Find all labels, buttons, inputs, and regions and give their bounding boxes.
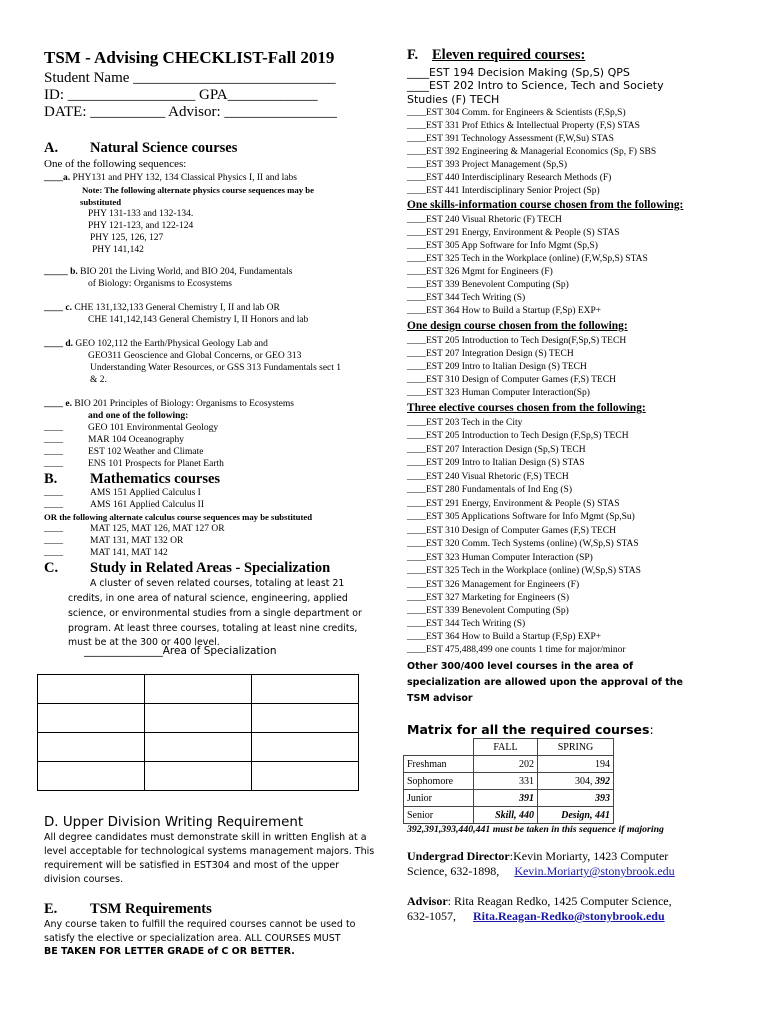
- option-e-item[interactable]: ____ EST 102 Weather and Climate: [44, 447, 204, 457]
- elective-course[interactable]: ____EST 364 How to Build a Startup (F,Sp) EXP+: [407, 632, 602, 642]
- matrix-header-fall: FALL: [474, 739, 538, 756]
- physics-seq-2: PHY 121-123, and 122-124: [88, 221, 194, 231]
- option-b[interactable]: _____ b. BIO 201 the Living World, and BIO 204, Fundamentals: [44, 267, 293, 277]
- course-est194[interactable]: ____EST 194 Decision Making (Sp,S) QPS: [407, 66, 630, 79]
- specialization-table: [37, 674, 359, 791]
- elective-course[interactable]: ____EST 209 Intro to Italian Design (S) STAS: [407, 458, 585, 468]
- writing-line-1: All degree candidates must demonstrate skill in written English at a: [44, 832, 367, 843]
- date-advisor-field[interactable]: DATE: __________ Advisor: _______________: [44, 104, 337, 120]
- spec-line-2: credits, in one area of natural science, engineering, applied: [68, 593, 348, 604]
- elective-course[interactable]: ____EST 326 Management for Engineers (F): [407, 580, 580, 590]
- spec-cell[interactable]: [145, 733, 252, 762]
- spec-cell[interactable]: [252, 733, 359, 762]
- matrix-year: Freshman: [404, 756, 474, 773]
- skills-course[interactable]: ____EST 240 Visual Rhetoric (F) TECH: [407, 215, 562, 225]
- elective-heading: Three elective courses chosen from the following:: [407, 402, 646, 414]
- option-d[interactable]: ____ d. GEO 102,112 the Earth/Physical Geology Lab and: [44, 339, 268, 349]
- matrix-row: [404, 790, 614, 807]
- option-c-line2: CHE 141,142,143 General Chemistry I, II Honors and lab: [88, 315, 309, 325]
- writing-line-3: requirement will be satisfied in EST304 and most of the upper: [44, 860, 340, 871]
- spec-cell[interactable]: [252, 762, 359, 791]
- skills-course[interactable]: ____EST 291 Energy, Environment & People (S) STAS: [407, 228, 620, 238]
- spec-line-1: A cluster of seven related courses, totaling at least 21: [90, 578, 345, 589]
- other-note-1: Other 300/400 level courses in the area of: [407, 661, 634, 672]
- spec-cell[interactable]: [252, 704, 359, 733]
- spec-cell[interactable]: [38, 704, 145, 733]
- elective-course[interactable]: ____EST 310 Design of Computer Games (F,S) TECH: [407, 526, 616, 536]
- tsm-req-line-3: BE TAKEN FOR LETTER GRADE of C OR BETTER.: [44, 946, 295, 957]
- matrix-header-spring: SPRING: [538, 739, 614, 756]
- elective-course[interactable]: ____EST 325 Tech in the Workplace (online) (W,Sp,S) STAS: [407, 566, 641, 576]
- matrix-row: [404, 756, 614, 773]
- design-course[interactable]: ____EST 205 Introduction to Tech Design(F,Sp,S) TECH: [407, 336, 627, 346]
- skills-course[interactable]: ____EST 325 Tech in the Workplace (online) (F,W,Sp,S) STAS: [407, 254, 648, 264]
- option-e-item[interactable]: ____ ENS 101 Prospects for Planet Earth: [44, 459, 224, 469]
- spec-cell[interactable]: [252, 675, 359, 704]
- elective-course[interactable]: ____EST 344 Tech Writing (S): [407, 619, 526, 629]
- course-est202-line2: Studies (F) TECH: [407, 93, 500, 106]
- option-e-item[interactable]: ____ GEO 101 Environmental Geology: [44, 423, 219, 433]
- elective-course[interactable]: ____EST 240 Visual Rhetoric (F,S) TECH: [407, 472, 569, 482]
- elective-course[interactable]: ____EST 327 Marketing for Engineers (S): [407, 593, 570, 603]
- math-or-note: OR the following alternate calculus course sequences may be substituted: [44, 512, 313, 522]
- matrix-header-row: [404, 739, 614, 756]
- skills-course[interactable]: ____EST 339 Benevolent Computing (Sp): [407, 280, 569, 290]
- elective-course[interactable]: ____EST 207 Interaction Design (Sp,S) TECH: [407, 445, 586, 455]
- matrix-spring: Design, 441: [538, 807, 614, 824]
- matrix-spring: 194: [538, 756, 614, 773]
- section-f-label: F.: [407, 47, 419, 63]
- area-of-specialization-field[interactable]: _______________Area of Specialization: [84, 645, 277, 657]
- design-course[interactable]: ____EST 310 Design of Computer Games (F,S) TECH: [407, 375, 616, 385]
- elective-course[interactable]: ____EST 320 Comm. Tech Systems (online) (W,Sp,S) STAS: [407, 539, 639, 549]
- director-email-link[interactable]: Kevin.Moriarty@stonybrook.edu: [514, 864, 675, 878]
- spec-cell[interactable]: [145, 704, 252, 733]
- director-line: Undergrad Director:Kevin Moriarty, 1423 Computer: [407, 849, 669, 863]
- design-course[interactable]: ____EST 323 Human Computer Interaction(Sp): [407, 388, 590, 398]
- matrix-heading: Matrix for all the required courses:: [407, 722, 654, 737]
- elective-course[interactable]: ____EST 323 Human Computer Interaction (SP): [407, 553, 593, 563]
- section-b-label: B.: [44, 471, 58, 487]
- elective-course[interactable]: ____EST 305 Applications Software for Info Mgmt (Sp,Su): [407, 512, 635, 522]
- student-name-field[interactable]: Student Name ___________________________: [44, 70, 336, 86]
- spec-cell[interactable]: [38, 675, 145, 704]
- math-item[interactable]: ____ MAT 141, MAT 142: [44, 548, 168, 558]
- core-course[interactable]: ____EST 393 Project Management (Sp,S): [407, 160, 567, 170]
- option-e-line2: and one of the following:: [88, 411, 189, 421]
- section-a-label: A.: [44, 140, 59, 156]
- matrix-row: [404, 807, 614, 824]
- matrix-row: [404, 773, 614, 790]
- director-line-2: Science, 632-1898, Kevin.Moriarty@stonybrook.edu: [407, 864, 675, 878]
- skills-course[interactable]: ____EST 305 App Software for Info Mgmt (Sp,S): [407, 241, 598, 251]
- section-a-heading: Natural Science courses: [90, 140, 238, 156]
- tsm-req-line-2: satisfy the elective or specialization area. ALL COURSES MUST: [44, 933, 341, 944]
- physics-seq-3: PHY 125, 126, 127: [90, 233, 164, 243]
- physics-seq-4: PHY 141,142: [92, 245, 144, 255]
- core-course[interactable]: ____EST 304 Comm. for Engineers & Scientists (F,Sp,S): [407, 108, 626, 118]
- physics-note: Note: The following alternate physics course sequences may be: [82, 185, 314, 195]
- skills-course[interactable]: ____EST 364 How to Build a Startup (F,Sp) EXP+: [407, 306, 602, 316]
- section-b-heading: Mathematics courses: [90, 471, 221, 487]
- design-heading: One design course chosen from the following:: [407, 320, 628, 332]
- option-e[interactable]: ____ e. BIO 201 Principles of Biology: Organisms to Ecosystems: [44, 399, 294, 409]
- matrix-year: Senior: [404, 807, 474, 824]
- option-b-line2: of Biology: Organisms to Ecosystems: [88, 279, 232, 289]
- matrix-corner: [404, 739, 474, 756]
- skills-course[interactable]: ____EST 344 Tech Writing (S): [407, 293, 526, 303]
- option-a[interactable]: ____a. PHY131 and PHY 132, 134 Classical Physics I, II and labs: [44, 173, 297, 183]
- matrix-fall: Skill, 440: [474, 807, 538, 824]
- matrix-table: [403, 738, 614, 824]
- spec-line-4: program. At least three courses, totaling at least nine credits,: [68, 623, 358, 634]
- physics-seq-1: PHY 131-133 and 132-134.: [88, 209, 194, 219]
- other-note-2: specialization are allowed upon the approval of the: [407, 677, 683, 688]
- advisor-email-link[interactable]: Rita.Reagan-Redko@stonybrook.edu: [473, 909, 665, 923]
- design-course[interactable]: ____EST 209 Intro to Italian Design (S) TECH: [407, 362, 587, 372]
- option-d-line3: Understanding Water Resources, or GSS 313 Fundamentals sect 1: [90, 363, 342, 373]
- spec-cell[interactable]: [145, 675, 252, 704]
- page-title: TSM - Advising CHECKLIST-Fall 2019: [44, 48, 335, 67]
- core-course[interactable]: ____EST 391 Technology Assessment (F,W,Su) STAS: [407, 134, 614, 144]
- section-c-label: C.: [44, 560, 59, 576]
- core-course[interactable]: ____EST 392 Engineering & Managerial Economics (Sp, F) SBS: [407, 147, 657, 157]
- option-e-item[interactable]: ____ MAR 104 Oceanography: [44, 435, 185, 445]
- matrix-spring: 304, 392: [538, 773, 614, 790]
- skills-heading: One skills-information course chosen from the following:: [407, 199, 684, 211]
- skills-course[interactable]: ____EST 326 Mgmt for Engineers (F): [407, 267, 553, 277]
- course-est202[interactable]: ____EST 202 Intro to Science, Tech and Society: [407, 79, 664, 92]
- spec-cell[interactable]: [145, 762, 252, 791]
- elective-course[interactable]: ____EST 203 Tech in the City: [407, 418, 523, 428]
- writing-line-2: level acceptable for technological systems management majors. This: [44, 846, 375, 857]
- tsm-req-line-1: Any course taken to fulfill the required courses cannot be used to: [44, 919, 356, 930]
- matrix-year: Junior: [404, 790, 474, 807]
- elective-course[interactable]: ____EST 475,488,499 one counts 1 time for major/minor: [407, 645, 626, 655]
- id-gpa-field[interactable]: ID: _________________ GPA____________: [44, 87, 318, 103]
- elective-course[interactable]: ____EST 291 Energy, Environment & People (S) STAS: [407, 499, 620, 509]
- spec-cell[interactable]: [38, 733, 145, 762]
- design-course[interactable]: ____EST 207 Integration Design (S) TECH: [407, 349, 574, 359]
- matrix-fall: 391: [474, 790, 538, 807]
- spec-line-3: science, or environmental studies from a single department or: [68, 608, 362, 619]
- physics-note-2: substituted: [80, 197, 122, 207]
- math-item[interactable]: ____ MAT 131, MAT 132 OR: [44, 536, 184, 546]
- section-f-heading: Eleven required courses:: [432, 47, 586, 63]
- core-course[interactable]: ____EST 440 Interdisciplinary Research Methods (F): [407, 173, 612, 183]
- math-item[interactable]: ____ MAT 125, MAT 126, MAT 127 OR: [44, 524, 225, 534]
- section-e-label: E.: [44, 901, 58, 917]
- section-e-heading: TSM Requirements: [90, 901, 212, 917]
- elective-course[interactable]: ____EST 339 Benevolent Computing (Sp): [407, 606, 569, 616]
- advisor-line: Advisor: Rita Reagan Redko, 1425 Computer Science,: [407, 894, 672, 908]
- matrix-spring: 393: [538, 790, 614, 807]
- section-c-heading: Study in Related Areas - Specialization: [90, 560, 331, 576]
- matrix-note: 392,391,393,440,441 must be taken in this sequence if majoring: [407, 824, 664, 835]
- section-d-heading: D. Upper Division Writing Requirement: [44, 815, 304, 830]
- option-d-line2: GEO311 Geoscience and Global Concerns, or GEO 313: [88, 351, 302, 361]
- writing-line-4: division courses.: [44, 874, 124, 885]
- spec-line-5: must be at the 300 or 400 level.: [68, 637, 220, 648]
- section-a-intro: One of the following sequences:: [44, 158, 187, 170]
- spec-cell[interactable]: [38, 762, 145, 791]
- advisor-line-2: 632-1057, Rita.Reagan-Redko@stonybrook.edu: [407, 909, 665, 923]
- math-item[interactable]: ____ AMS 151 Applied Calculus I: [44, 488, 201, 498]
- matrix-year: Sophomore: [404, 773, 474, 790]
- option-c[interactable]: ____ c. CHE 131,132,133 General Chemistry I, II and lab OR: [44, 303, 280, 313]
- elective-course[interactable]: ____EST 205 Introduction to Tech Design (F,Sp,S) TECH: [407, 431, 629, 441]
- elective-course[interactable]: ____EST 280 Fundamentals of Ind Eng (S): [407, 485, 573, 495]
- option-d-line4: & 2.: [90, 375, 107, 385]
- other-note-3: TSM advisor: [407, 693, 473, 704]
- core-course[interactable]: ____EST 331 Prof Ethics & Intellectual Property (F,S) STAS: [407, 121, 640, 131]
- matrix-fall: 202: [474, 756, 538, 773]
- core-course[interactable]: ____EST 441 Interdisciplinary Senior Project (Sp): [407, 186, 600, 196]
- math-item[interactable]: ____ AMS 161 Applied Calculus II: [44, 500, 204, 510]
- matrix-fall: 331: [474, 773, 538, 790]
